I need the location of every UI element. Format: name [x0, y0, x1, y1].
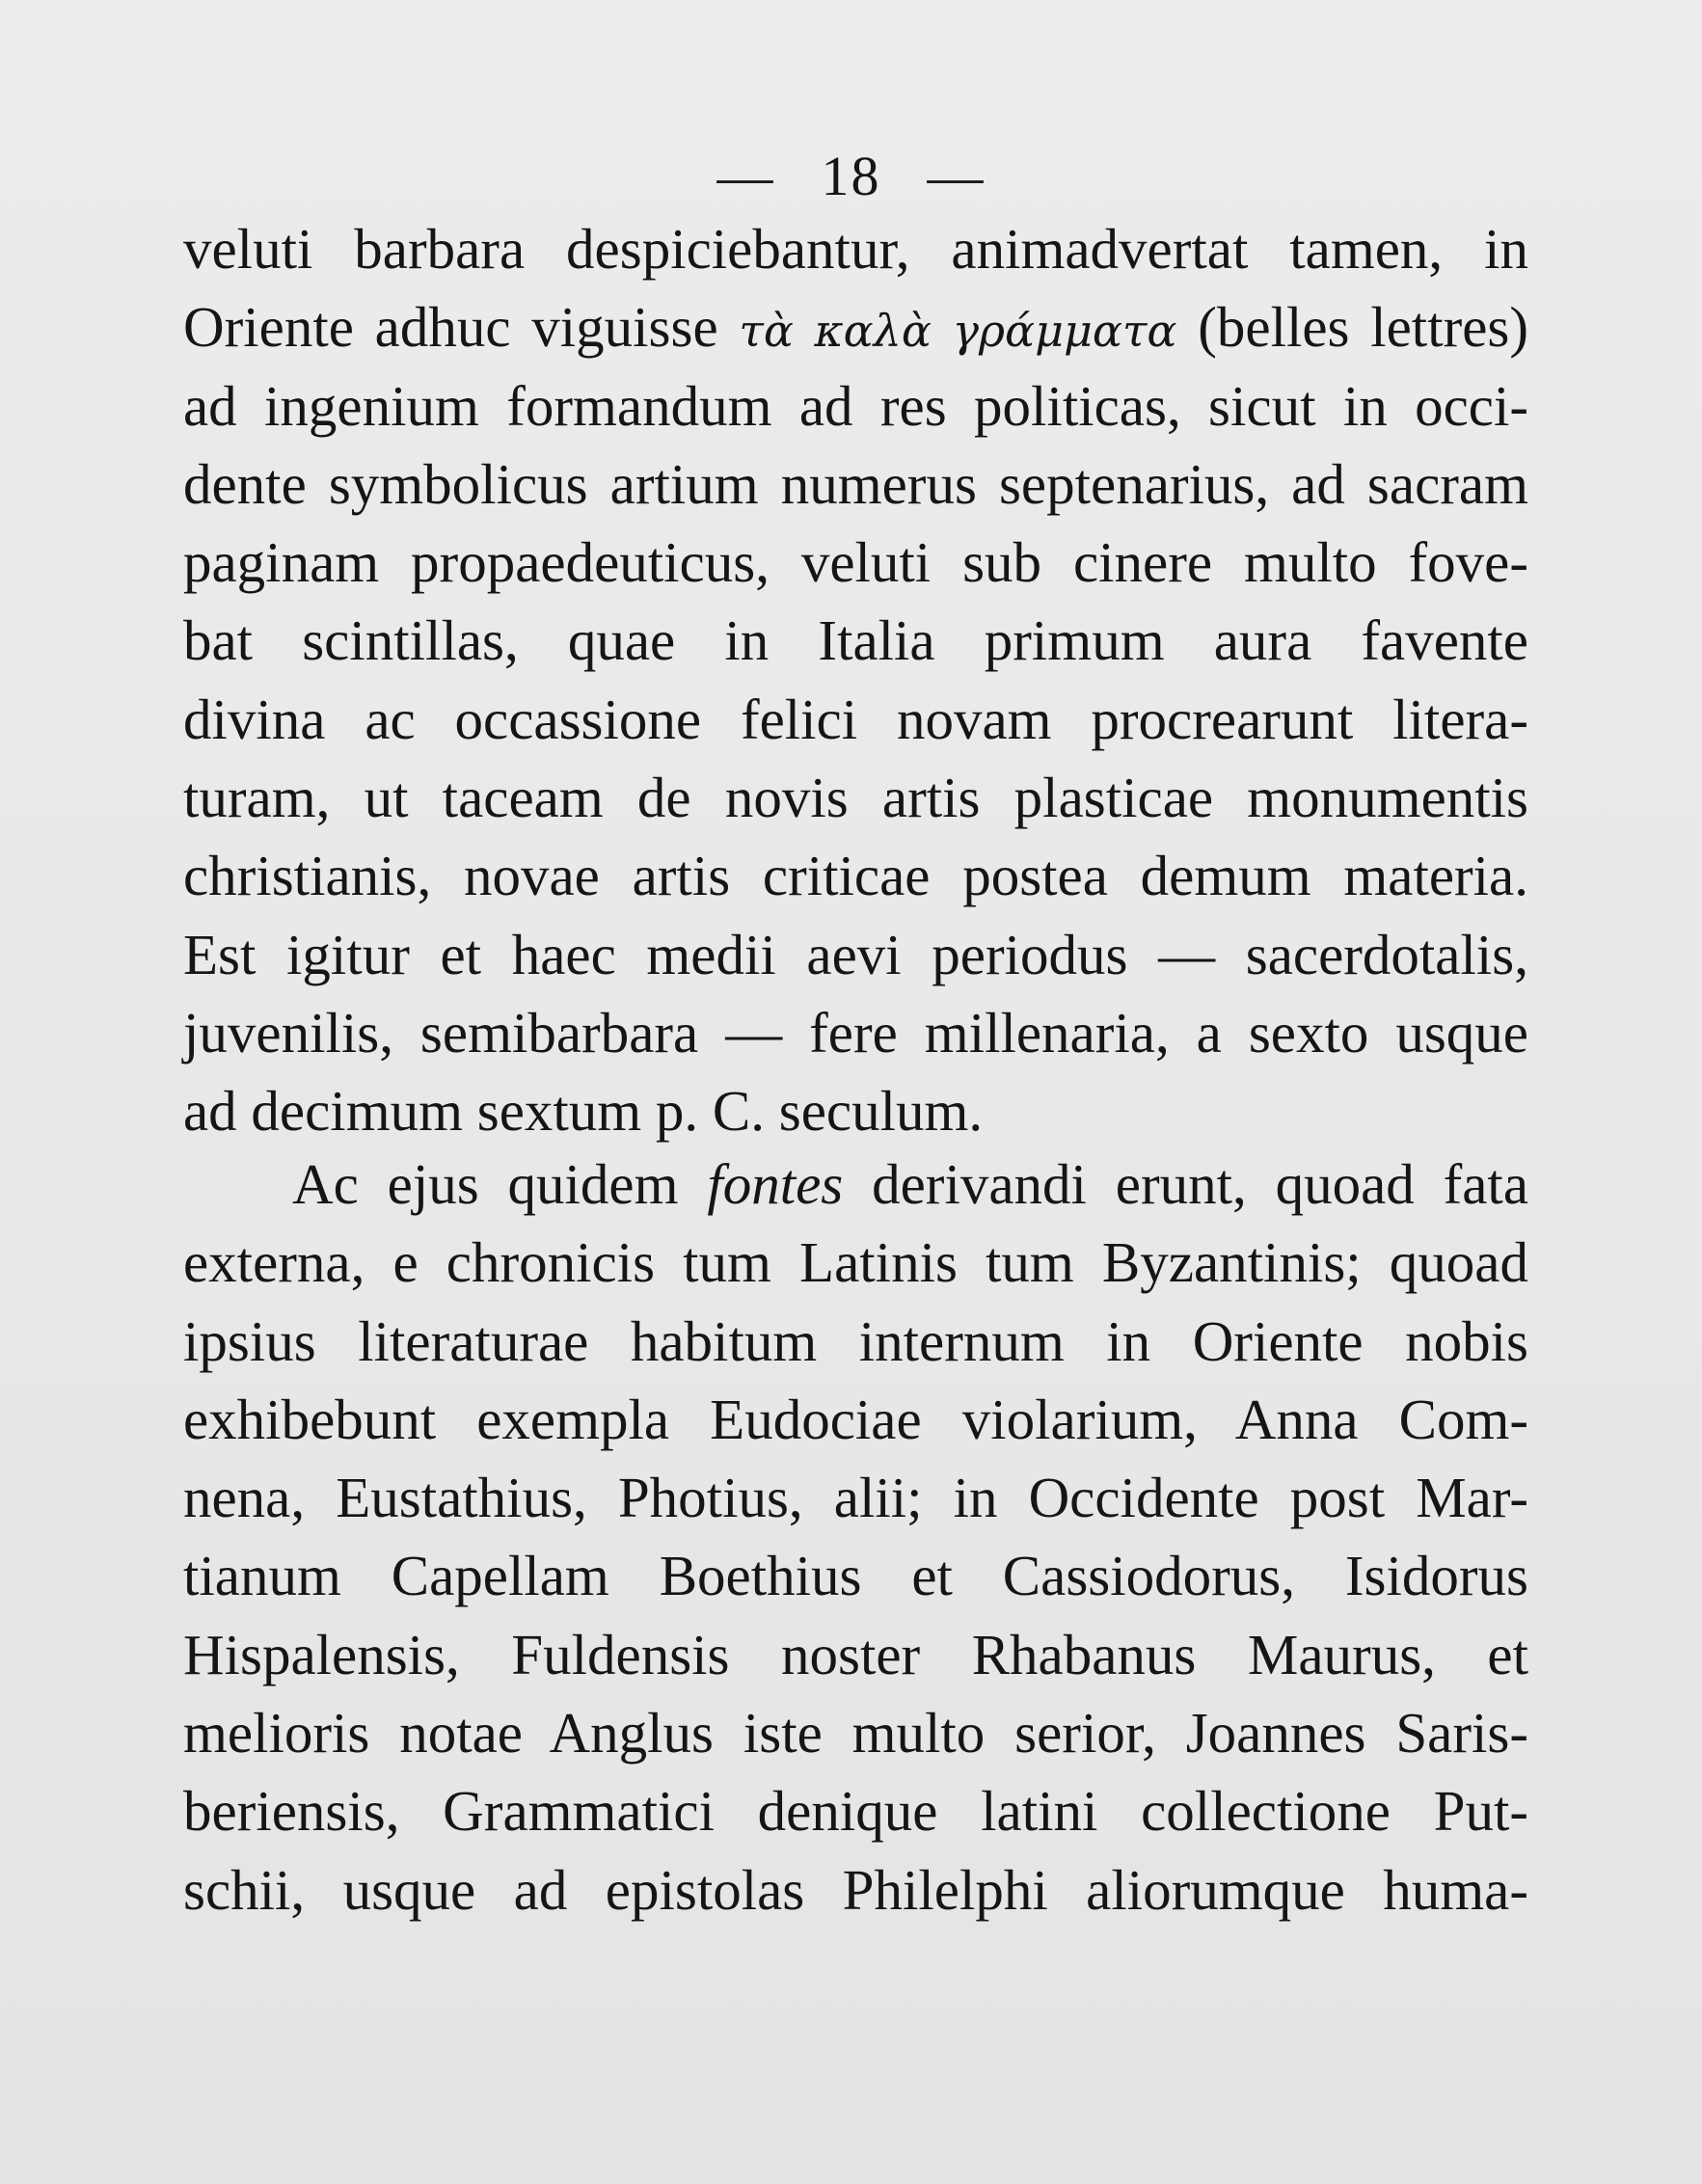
text-segment: (belles lettres) — [1198, 295, 1529, 360]
paragraph-fontes — [183, 1146, 1528, 1929]
text-line: nena, Eustathius, Photius, alii; in Occidente post Mar- — [183, 1466, 1528, 1530]
text-line: turam, ut taceam de novis artis plasticae monumentis — [183, 766, 1528, 830]
page-header — [0, 143, 1702, 210]
text-line: Hispalensis, Fuldensis noster Rhabanus Maurus, et — [183, 1622, 1528, 1686]
italic-word: fontes — [707, 1152, 844, 1216]
text-segment: Oriente adhuc viguisse — [183, 295, 718, 360]
page-number: 18 — [821, 145, 881, 207]
text-line: juvenilis, semibarbara — fere millenaria, a sexto usque — [183, 1000, 1528, 1065]
text-segment: Ac ejus quidem — [292, 1152, 679, 1216]
text-line: Est igitur et haec medii aevi periodus — sacerdotalis, — [183, 922, 1528, 986]
header-dash-right: — — [927, 145, 986, 207]
text-line: externa, e chronicis tum Latinis tum Byzantinis; quoad — [183, 1230, 1528, 1295]
text-line: paginam propaedeuticus, veluti sub cinere multo fove- — [183, 530, 1528, 595]
text-line — [183, 1146, 1528, 1224]
text-line: beriensis, Grammatici denique latini collectione Put- — [183, 1779, 1528, 1844]
text-line: melioris notae Anglus iste multo serior, Joannes Saris- — [183, 1701, 1528, 1766]
text-line: bat scintillas, quae in Italia primum aura favente — [183, 608, 1528, 673]
text-line: tianum Capellam Boethius et Cassiodorus, Isidorus — [183, 1544, 1528, 1608]
greek-phrase: τὰ καλὰ γράμματα — [739, 305, 1177, 358]
text-line — [183, 288, 1528, 366]
text-line: divina ac occassione felici novam procrearunt litera- — [183, 687, 1528, 751]
text-line: ipsius literaturae habitum internum in Oriente nobis — [183, 1308, 1528, 1373]
text-segment: derivandi erunt, quoad fata — [872, 1152, 1529, 1216]
text-line: schii, usque ad epistolas Philelphi aliorumque huma- — [183, 1857, 1528, 1922]
text-line: exhibebunt exempla Eudociae violarium, Anna Com- — [183, 1387, 1528, 1451]
header-dash-left: — — [716, 145, 775, 207]
text-line: christianis, novae artis criticae postea demum materia. — [183, 844, 1528, 908]
text-line: dente symbolicus artium numerus septenarius, ad sacram — [183, 451, 1528, 516]
text-line: veluti barbara despiciebantur, animadvertat tamen, in — [183, 217, 1528, 281]
text-line: ad ingenium formandum ad res politicas, sicut in occi- — [183, 373, 1528, 438]
paragraph-continued — [183, 210, 1528, 1151]
text-line: ad decimum sextum p. C. seculum. — [183, 1079, 984, 1144]
